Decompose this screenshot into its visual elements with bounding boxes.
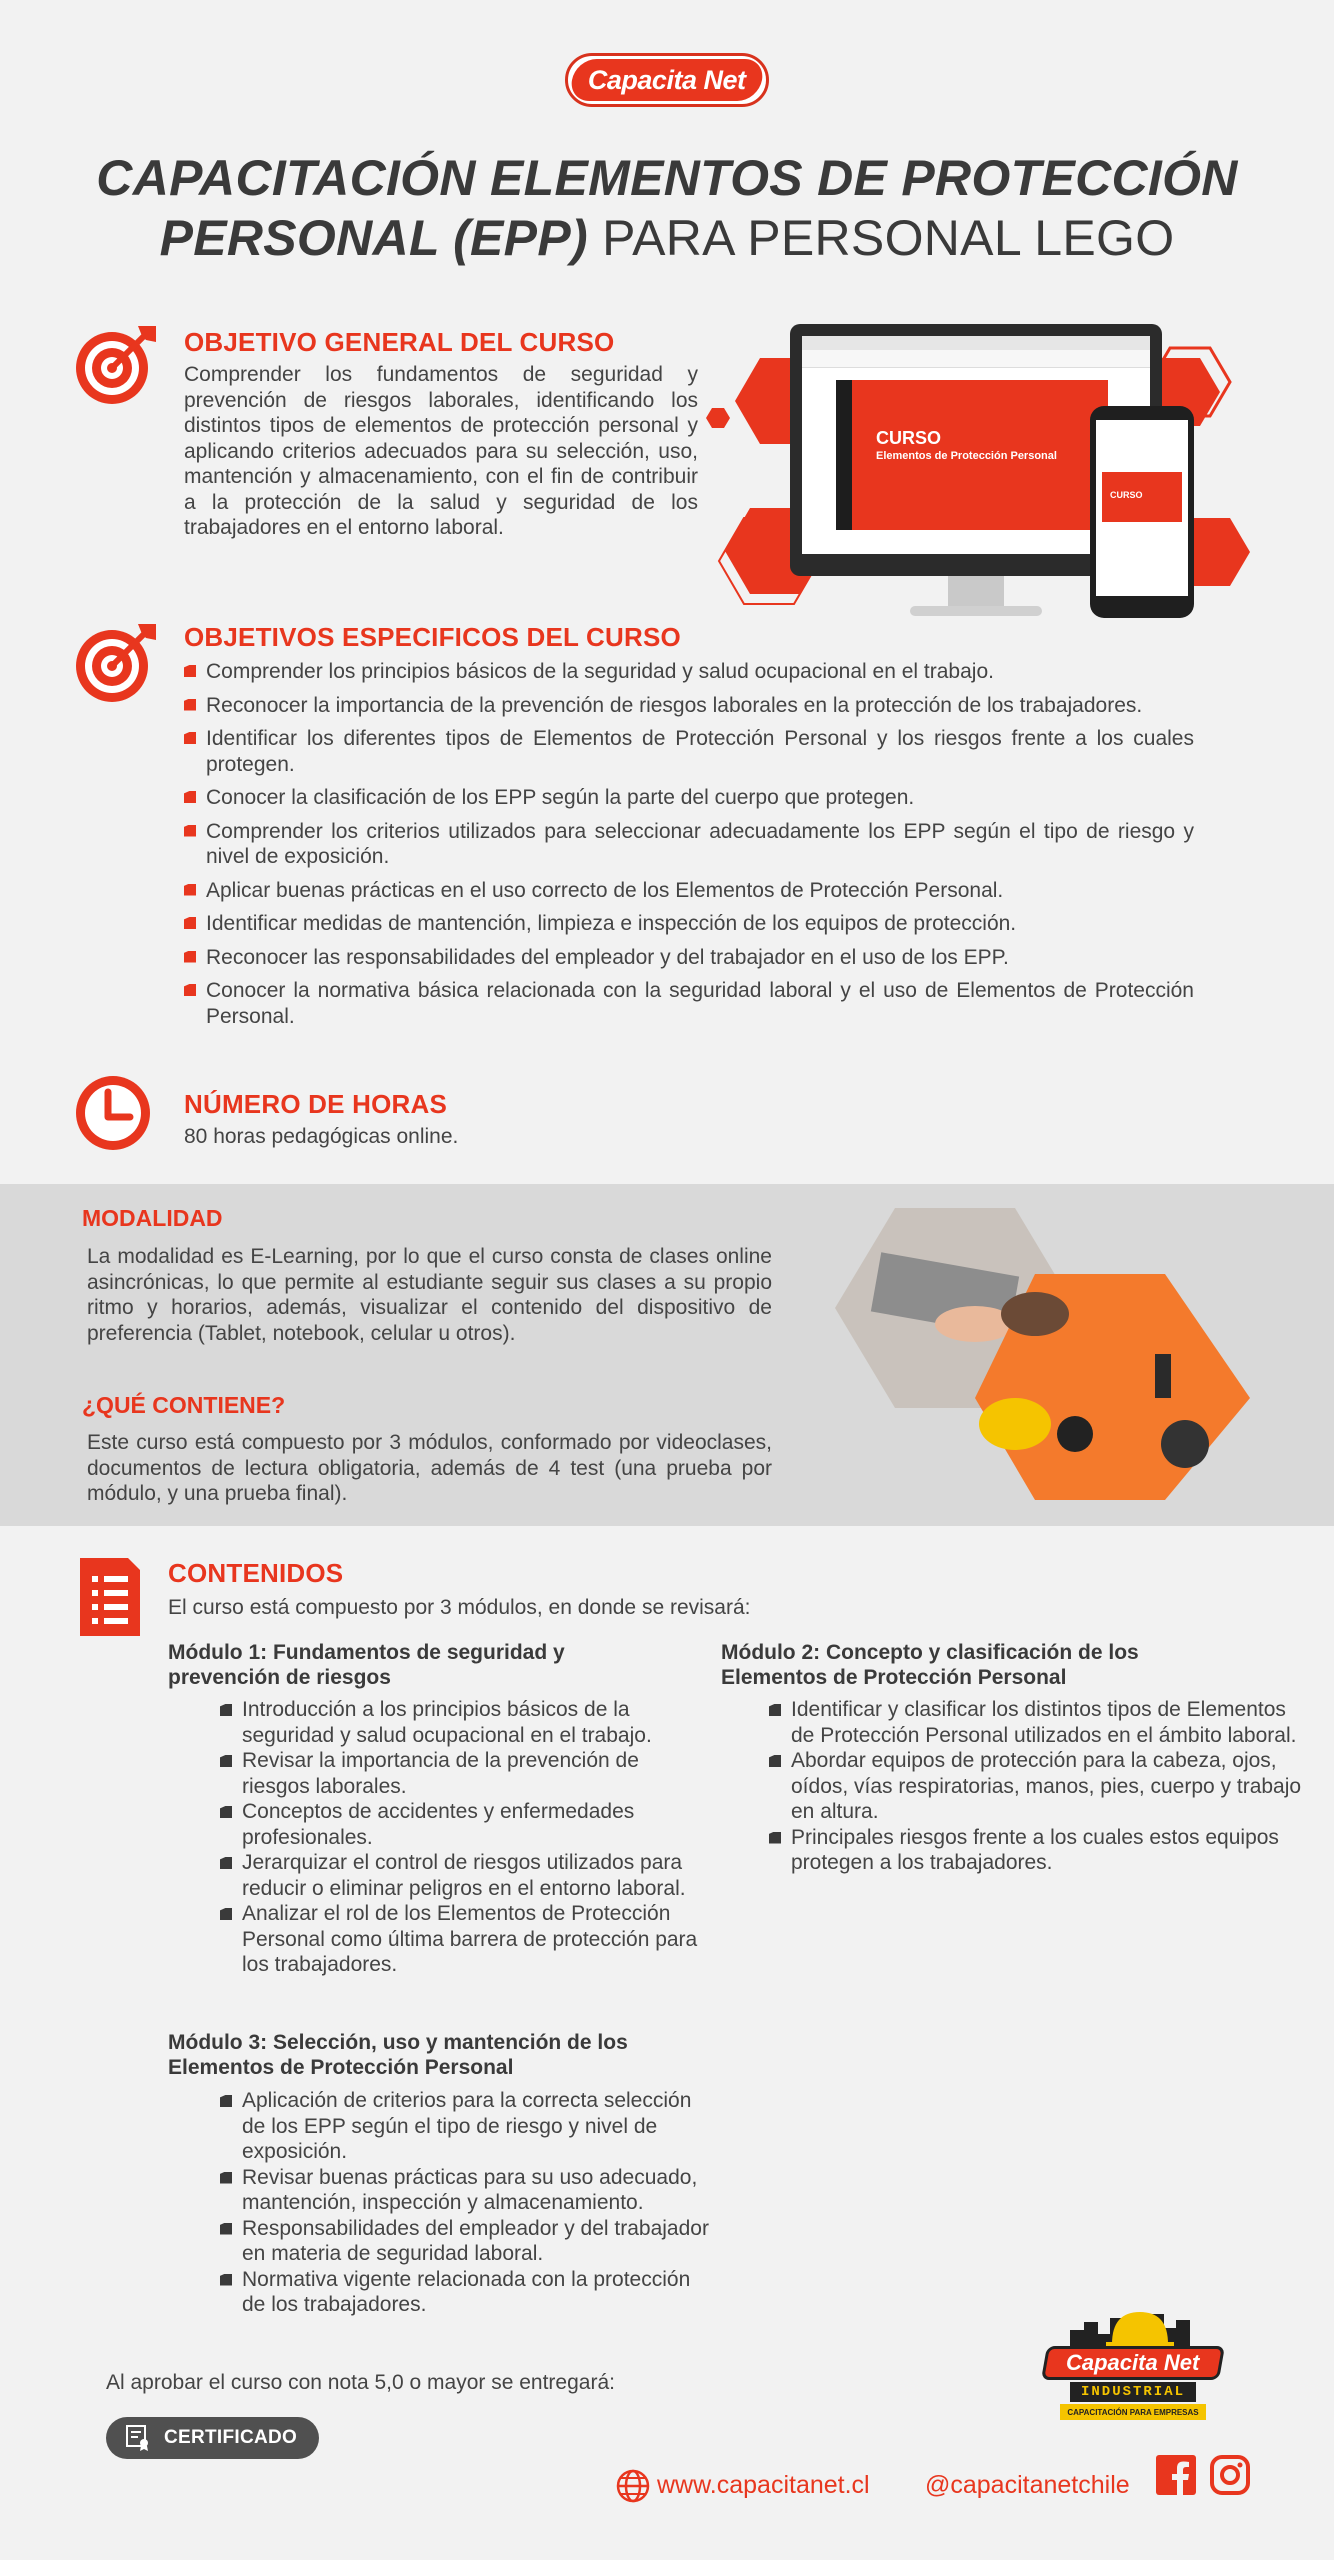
contiene-heading: ¿QUÉ CONTIENE? (82, 1392, 286, 1418)
list-item: Conocer la normativa básica relacionada con la seguridad laboral y el uso de Elementos de Protección Personal. (184, 978, 1194, 1029)
logo-text: Capacita Net (588, 64, 746, 95)
title-line2-light: PARA PERSONAL LEGO (587, 210, 1175, 266)
industrial-brand: Capacita Net (1066, 2350, 1200, 2375)
page-title (60, 148, 1274, 268)
list-item: Revisar buenas prácticas para su uso adecuado, mantención, inspección y almacenamiento. (218, 2165, 712, 2216)
certificado-intro: Al aprobar el curso con nota 5,0 o mayor se entregará: (106, 2371, 615, 2394)
horas-heading: NÚMERO DE HORAS (184, 1089, 448, 1119)
contiene-text: Este curso está compuesto por 3 módulos, conformado por videoclases, documentos de lectura obligatoria, además de 4 test (una prueba por módulo, y una prueba final). (87, 1431, 772, 1505)
objetivo-general-heading: OBJETIVO GENERAL DEL CURSO (184, 327, 615, 357)
horas-text: 80 horas pedagógicas online. (184, 1125, 459, 1148)
target-icon (72, 322, 158, 408)
modulo1-list (218, 1697, 712, 1978)
list-item: Abordar equipos de protección para la cabeza, ojos, oídos, vías respiratorias, manos, pies, cuerpo y trabajo en altura. (767, 1748, 1307, 1825)
industrial-tagline: CAPACITACIÓN PARA EMPRESAS (1067, 2407, 1199, 2417)
objetivos-especificos-list (184, 659, 1194, 1037)
title-line2-bold: PERSONAL (EPP) (159, 210, 588, 266)
list-item: Aplicar buenas prácticas en el uso correcto de los Elementos de Protección Personal. (184, 878, 1194, 904)
list-item: Responsabilidades del empleador y del trabajador en materia de seguridad laboral. (218, 2216, 712, 2267)
contenidos-heading: CONTENIDOS (168, 1558, 344, 1588)
certificado-badge (106, 2417, 319, 2459)
contenidos-intro: El curso está compuesto por 3 módulos, en donde se revisará: (168, 1596, 751, 1619)
list-item: Aplicación de criterios para la correcta selección de los EPP según el tipo de riesgo y nivel de exposición. (218, 2088, 712, 2165)
list-item: Reconocer la importancia de la prevención de riesgos laborales en la protección de los trabajadores. (184, 693, 1194, 719)
modulo2-list (767, 1697, 1307, 1876)
list-item: Introducción a los principios básicos de la seguridad y salud ocupacional en el trabajo. (218, 1697, 712, 1748)
phone-course-label: CURSO (1110, 490, 1143, 500)
list-item: Analizar el rol de los Elementos de Protección Personal como última barrera de protección para los trabajadores. (218, 1901, 712, 1978)
mockup-course-name: Elementos de Protección Personal (876, 450, 1057, 462)
instagram-icon[interactable] (1210, 2455, 1250, 2495)
modulo3-list (218, 2088, 712, 2318)
list-item: Conocer la clasificación de los EPP según la parte del cuerpo que protegen. (184, 785, 1194, 811)
social-handle[interactable]: @capacitanetchile (925, 2471, 1130, 2499)
website-link[interactable]: www.capacitanet.cl (657, 2471, 870, 2499)
list-item: Principales riesgos frente a los cuales estos equipos protegen a los trabajadores. (767, 1825, 1307, 1876)
list-item: Revisar la importancia de la prevención de riesgos laborales. (218, 1748, 712, 1799)
list-item: Jerarquizar el control de riesgos utilizados para reducir o eliminar peligros en el entorno laboral. (218, 1850, 712, 1901)
modalidad-text: La modalidad es E-Learning, por lo que el curso consta de clases online asincrónicas, lo que permite al estudiante seguir sus clases a su propio ritmo y horarios, además, visualizar el contenido del dispositivo de preferencia (Tablet, notebook, celular u otros). (87, 1245, 772, 1345)
objetivos-especificos-heading: OBJETIVOS ESPECIFICOS DEL CURSO (184, 622, 681, 652)
device-mockup (700, 318, 1260, 634)
phone (1090, 406, 1194, 618)
list-item: Identificar y clasificar los distintos tipos de Elementos de Protección Personal utilizados en el ámbito laboral. (767, 1697, 1307, 1748)
modulo3-title: Módulo 3: Selección, uso y mantención de los Elementos de Protección Personal (168, 2031, 628, 2079)
title-line1: CAPACITACIÓN ELEMENTOS DE PROTECCIÓN (96, 150, 1238, 206)
document-list-icon (74, 1554, 144, 1640)
list-item: Comprender los principios básicos de la seguridad y salud ocupacional en el trabajo. (184, 659, 1194, 685)
capacitanet-industrial-logo (1040, 2300, 1226, 2430)
modalidad-heading: MODALIDAD (82, 1205, 223, 1231)
epp-photo-collage (835, 1204, 1255, 1504)
certificate-icon (126, 2425, 150, 2451)
target-icon (72, 620, 158, 706)
list-item: Conceptos de accidentes y enfermedades profesionales. (218, 1799, 712, 1850)
mockup-course-label: CURSO (876, 428, 942, 448)
list-item: Identificar los diferentes tipos de Elementos de Protección Personal y los riesgos frente a los cuales protegen. (184, 726, 1194, 777)
list-item: Normativa vigente relacionada con la protección de los trabajadores. (218, 2267, 712, 2318)
modulo2-title: Módulo 2: Concepto y clasificación de los Elementos de Protección Personal (721, 1641, 1139, 1689)
list-item: Reconocer las responsabilidades del empleador y del trabajador en el uso de los EPP. (184, 945, 1194, 971)
modulo1-title: Módulo 1: Fundamentos de seguridad y prevención de riesgos (168, 1641, 565, 1689)
facebook-icon[interactable] (1156, 2455, 1196, 2495)
certificado-label: CERTIFICADO (164, 2427, 298, 2448)
objetivo-general-text: Comprender los fundamentos de seguridad y prevención de riesgos laborales, identificando los distintos tipos de elementos de protección personal y aplicando criterios adecuados para su selección, uso, mantención y almacenamiento, con el fin de contribuir a la protección de la salud y seguridad de los trabajadores en el entorno laboral. (184, 363, 698, 539)
capacitanet-logo (565, 53, 769, 107)
list-item: Identificar medidas de mantención, limpieza e inspección de los equipos de protección. (184, 911, 1194, 937)
globe-icon (616, 2469, 650, 2503)
list-item: Comprender los criterios utilizados para seleccionar adecuadamente los EPP según el tipo de riesgo y nivel de exposición. (184, 819, 1194, 870)
clock-icon (74, 1074, 152, 1152)
industrial-sub: INDUSTRIAL (1080, 2384, 1185, 2400)
